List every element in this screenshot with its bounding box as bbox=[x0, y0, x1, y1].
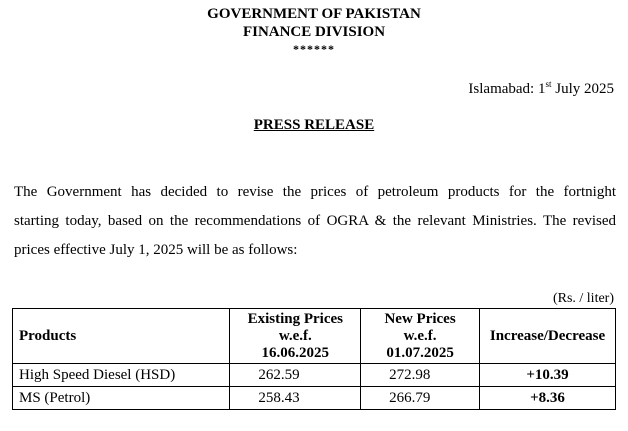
header-existing-line-1: Existing Prices bbox=[247, 310, 343, 327]
table-row bbox=[13, 364, 616, 387]
cell-change: +8.36 bbox=[480, 387, 616, 410]
header-separator-stars: ****** bbox=[293, 42, 335, 56]
body-line-3: prices effective July 1, 2025 will be as follows: bbox=[14, 242, 298, 258]
cell-new-price: 272.98 bbox=[361, 364, 480, 387]
cell-product: High Speed Diesel (HSD) bbox=[13, 364, 230, 387]
body-line-2: starting today, based on the recommendations of OGRA & the relevant Ministries. The revised bbox=[14, 213, 616, 229]
dateline bbox=[468, 79, 614, 98]
dateline-ordinal: st bbox=[545, 79, 552, 89]
header-new-line-3: 01.07.2025 bbox=[386, 344, 454, 361]
header-change: Increase/Decrease bbox=[480, 309, 616, 364]
header-new-line-1: New Prices bbox=[384, 310, 456, 327]
body-line-1: The Government has decided to revise the prices of petroleum products for the fortnight bbox=[14, 184, 616, 200]
header-existing-line-2: w.e.f. bbox=[278, 327, 312, 344]
cell-new-price: 266.79 bbox=[361, 387, 480, 410]
header-existing-prices bbox=[230, 309, 361, 364]
document-title: PRESS RELEASE bbox=[253, 117, 375, 133]
unit-note: (Rs. / liter) bbox=[552, 291, 614, 306]
cell-existing-price: 258.43 bbox=[230, 387, 361, 410]
header-existing-line-3: 16.06.2025 bbox=[261, 344, 330, 361]
body-paragraph bbox=[14, 178, 616, 265]
dateline-rest: July 2025 bbox=[551, 81, 614, 97]
dateline-city: Islamabad: 1 bbox=[468, 81, 546, 97]
header-division: FINANCE DIVISION bbox=[242, 24, 386, 40]
cell-existing-price: 262.59 bbox=[230, 364, 361, 387]
header-new-prices bbox=[361, 309, 480, 364]
cell-product: MS (Petrol) bbox=[13, 387, 230, 410]
price-table bbox=[12, 308, 616, 410]
header-government: GOVERNMENT OF PAKISTAN bbox=[207, 6, 421, 22]
table-row bbox=[13, 387, 616, 410]
table-header-row bbox=[13, 309, 616, 364]
header-new-line-2: w.e.f. bbox=[403, 327, 437, 344]
header-products: Products bbox=[13, 309, 230, 364]
cell-change: +10.39 bbox=[480, 364, 616, 387]
